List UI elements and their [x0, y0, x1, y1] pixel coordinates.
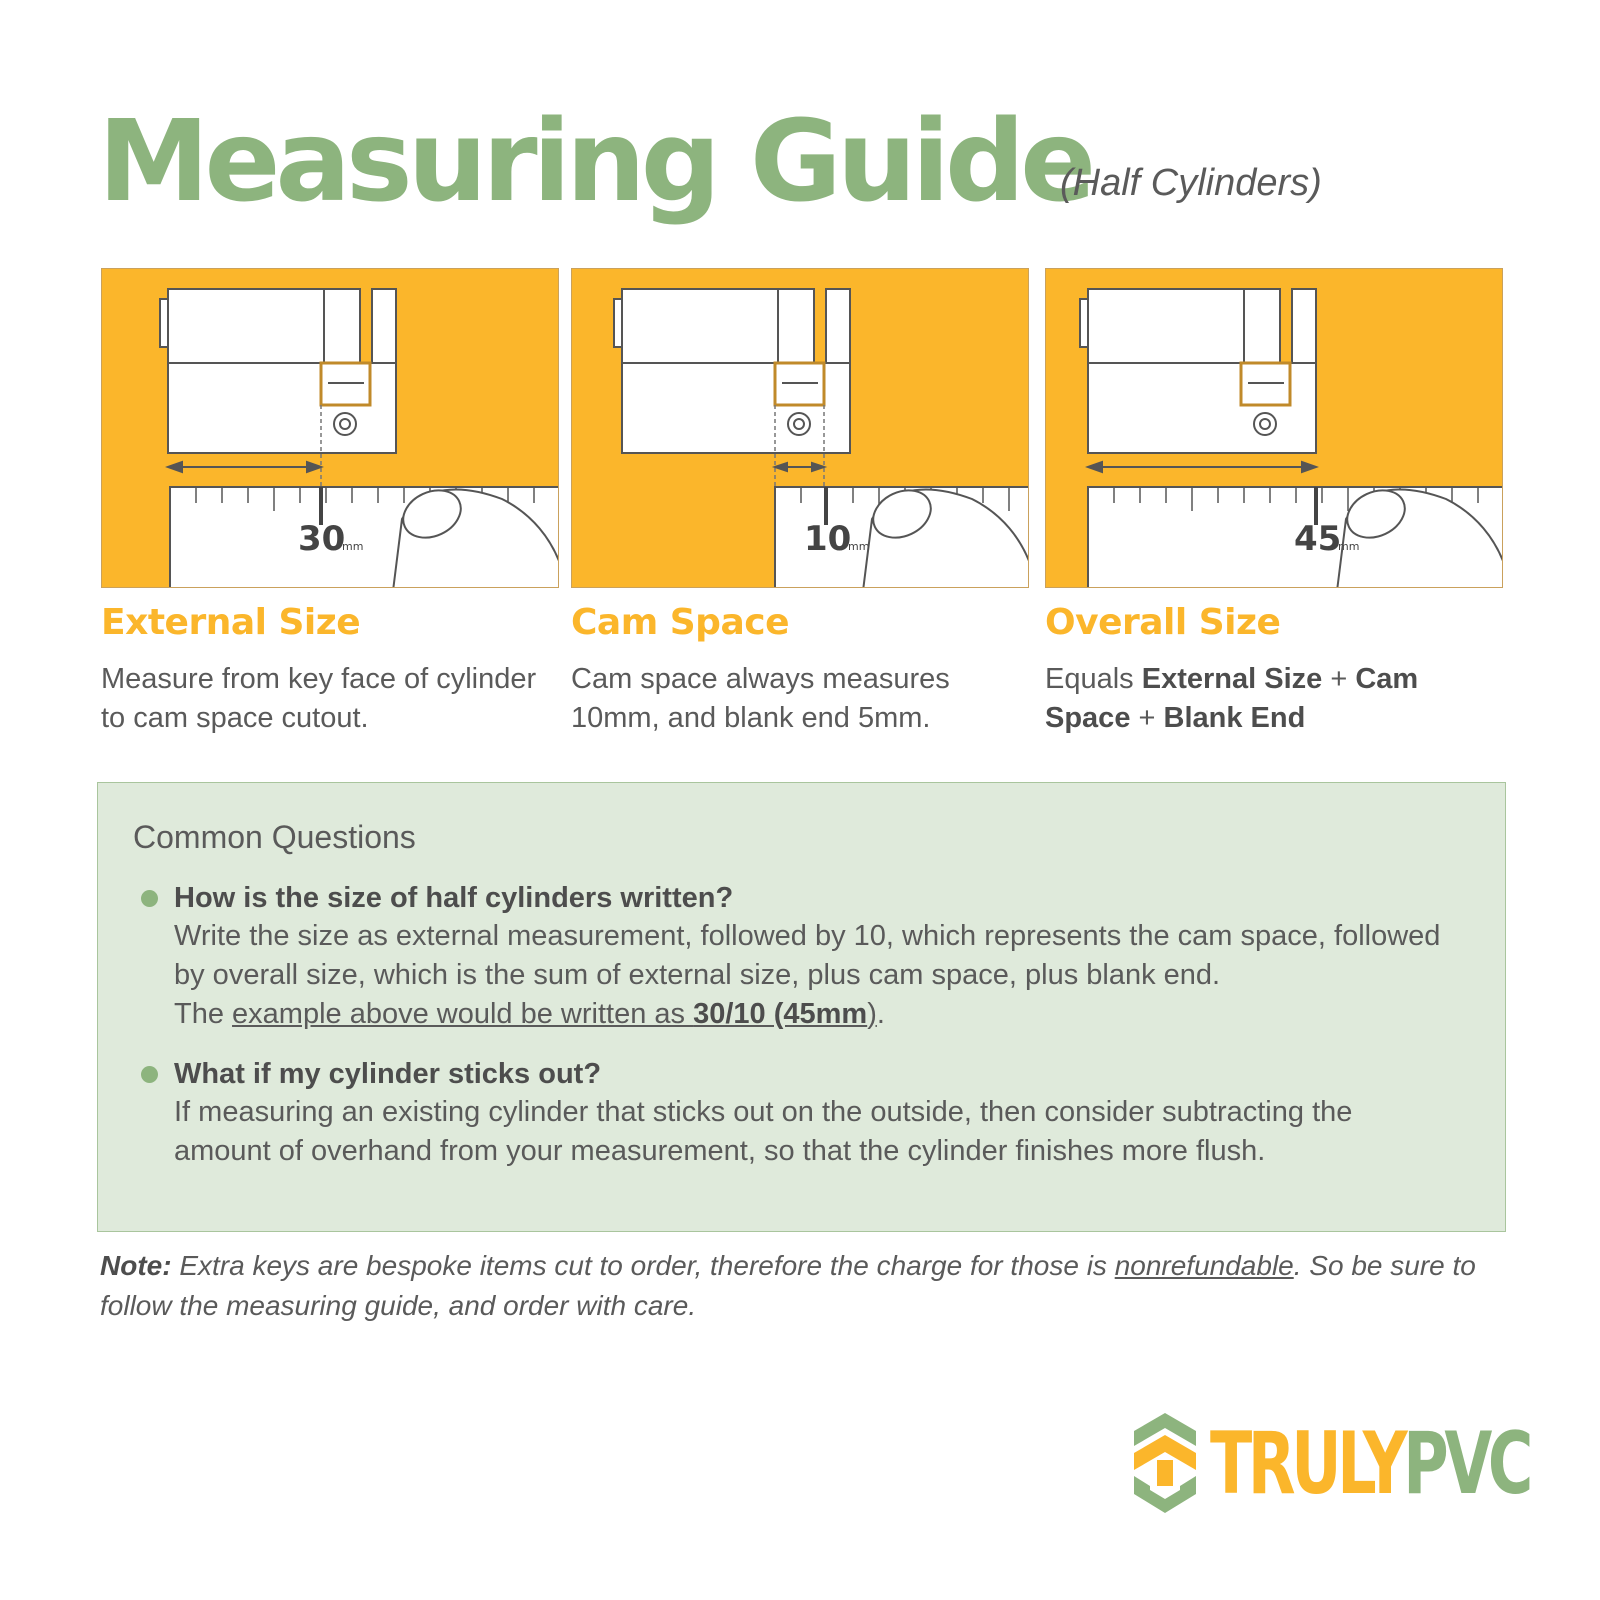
- cylinder-ruler-illustration: [572, 269, 1029, 588]
- example-underlined: example above would be written as 30/10 (45mm): [232, 998, 877, 1030]
- question-title: How is the size of half cylinders written?: [174, 882, 734, 914]
- dimension-arrow: [168, 462, 321, 472]
- page-title: Measuring Guide: [98, 97, 1092, 227]
- dimension-arrow: [775, 463, 824, 471]
- question-item: [174, 879, 1454, 1034]
- cylinder: [614, 289, 850, 453]
- cam-space-title: Cam Space: [571, 602, 790, 643]
- question-item: [174, 1055, 1454, 1171]
- bullet-dot-icon: [141, 1066, 158, 1083]
- logo-wordmark: TRULYPVC: [1210, 1414, 1530, 1514]
- logo-hexagon-icon: [1130, 1410, 1200, 1520]
- bullet-dot-icon: [141, 890, 158, 907]
- measurement-unit: mm: [342, 540, 364, 553]
- overall-size-title: Overall Size: [1045, 602, 1281, 643]
- cylinder-ruler-illustration: [102, 269, 559, 588]
- measurement-value: 45: [1294, 519, 1342, 559]
- note-text: Note: Extra keys are bespoke items cut to order, therefore the charge for those is nonrefundable. So be sure to follow the measuring guide, and order with care.: [100, 1250, 1476, 1321]
- question-answer: If measuring an existing cylinder that sticks out on the outside, then consider subtracting the amount of overhand from your measurement, so that the cylinder finishes more flush.: [174, 1096, 1353, 1167]
- cam-space-illustration: [571, 268, 1029, 588]
- cam-space-description: Cam space always measures 10mm, and blank end 5mm.: [571, 663, 950, 734]
- measurement-unit: mm: [1338, 540, 1360, 553]
- common-questions-box: [97, 782, 1506, 1232]
- measurement-value: 10: [804, 519, 852, 559]
- page-subtitle: (Half Cylinders): [1060, 162, 1322, 204]
- cylinder: [160, 289, 396, 453]
- external-size-title: External Size: [101, 602, 361, 643]
- external-size-illustration: [101, 268, 559, 588]
- trulypvc-logo: [1130, 1410, 1530, 1520]
- dimension-arrow: [1088, 462, 1316, 472]
- question-title: What if my cylinder sticks out?: [174, 1058, 602, 1090]
- question-answer: Write the size as external measurement, followed by 10, which represents the cam space, followed by overall size, which is the sum of external size, plus cam space, plus blank end. The example above would be written as 30/10 (45mm).: [174, 920, 1441, 1030]
- external-size-description: Measure from key face of cylinder to cam space cutout.: [101, 663, 537, 734]
- measurement-unit: mm: [848, 540, 870, 553]
- measurement-value: 30: [298, 519, 346, 559]
- overall-size-description: Equals External Size + Cam Space + Blank End: [1045, 663, 1419, 734]
- cylinder: [1080, 289, 1316, 453]
- overall-size-illustration: [1045, 268, 1503, 588]
- common-questions-heading: Common Questions: [133, 819, 416, 855]
- cylinder-ruler-illustration: [1046, 269, 1503, 588]
